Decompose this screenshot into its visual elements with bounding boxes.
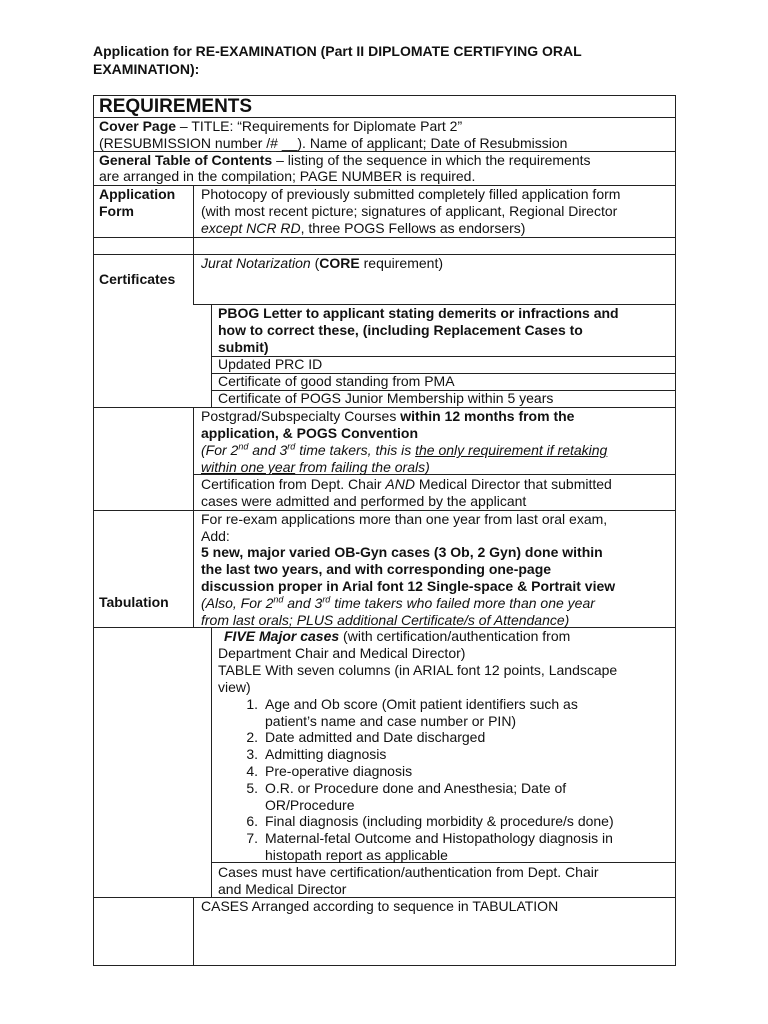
document-heading — [93, 42, 693, 78]
postgrad-within: within 12 months from the — [400, 408, 575, 424]
column-divider — [211, 627, 212, 898]
certificates-label: Certificates — [99, 271, 176, 287]
jurat-line — [201, 255, 443, 272]
endorsers-text: , three POGS Fellows as endorsers) — [300, 220, 526, 236]
certification-line-2: cases were admitted and performed by the applicant — [201, 493, 527, 509]
tabulation-bold-2: the last two years, and with corresponding one-page — [201, 561, 552, 577]
application-line-2: (with most recent picture; signatures of applicant, Regional Director — [201, 203, 618, 219]
tabulation-label: Tabulation — [99, 594, 169, 610]
column-divider — [193, 407, 194, 628]
list-item-number: 3. — [246, 746, 258, 762]
pbog-line-2: how to correct these, (including Replacement Cases to — [218, 322, 583, 338]
heading-line-1: Application for RE-EXAMINATION (Part II DIPLOMATE CERTIFYING ORAL — [93, 43, 582, 59]
cases-arranged-line: CASES Arranged according to sequence in TABULATION — [201, 898, 559, 914]
toc-line-2: are arranged in the compilation; PAGE NUMBER is required. — [99, 168, 476, 184]
list-item: Pre-operative diagnosis — [265, 763, 413, 779]
column-divider — [193, 897, 194, 966]
postgrad-and: and 3 — [248, 442, 288, 458]
jurat-rest: requirement) — [359, 255, 443, 271]
also-for: (Also, For 2 — [201, 595, 274, 611]
time-takers-failed: time takers who failed more than one year — [330, 595, 595, 611]
tabulation-bold-3: discussion proper in Arial font 12 Single-space & Portrait view — [201, 578, 616, 594]
certification-line-1 — [201, 476, 612, 493]
core-text: CORE — [319, 255, 360, 271]
application-line-3 — [201, 220, 525, 237]
cases-certification-line-2: and Medical Director — [218, 881, 347, 897]
application-line-1: Photocopy of previously submitted completely filled application form — [201, 186, 621, 202]
list-item-number: 7. — [246, 830, 258, 846]
and-text: AND — [385, 476, 415, 492]
tabulation-line-2: Add: — [201, 528, 230, 544]
toc-description: – listing of the sequence in which the requirements — [272, 152, 591, 168]
list-item-number: 5. — [246, 780, 258, 796]
cases-certification-line-1: Cases must have certification/authentication from Dept. Chair — [218, 864, 599, 880]
list-item-number: 2. — [246, 729, 258, 745]
jurat-open: ( — [310, 255, 320, 271]
pma-certificate-item: Certificate of good standing from PMA — [218, 373, 455, 389]
list-item-number: 6. — [246, 813, 258, 829]
five-major-line-2: Department Chair and Medical Director) — [218, 645, 466, 661]
list-item-number: 1. — [246, 696, 258, 712]
column-divider — [193, 185, 194, 305]
list-item-number: 4. — [246, 763, 258, 779]
postgrad-line-3 — [201, 442, 607, 459]
tabulation-bold-1: 5 new, major varied OB-Gyn cases (3 Ob, 2 Gyn) done within — [201, 544, 603, 560]
jurat-text: Jurat Notarization — [201, 255, 311, 271]
sup-rd: rd — [287, 441, 296, 452]
list-item-continuation: histopath report as applicable — [265, 847, 448, 863]
five-major-certification: (with certification/authentication from — [339, 628, 571, 644]
requirements-title: REQUIREMENTS — [99, 96, 253, 117]
postgrad-line-4 — [201, 459, 430, 476]
cover-page-line-2: (RESUBMISSION number /# __). Name of applicant; Date of Resubmission — [99, 135, 568, 151]
list-item: Date admitted and Date discharged — [265, 729, 486, 745]
list-item: Age and Ob score (Omit patient identifiers such as — [265, 696, 578, 712]
postgrad-line-2: application, & POGS Convention — [201, 425, 419, 441]
pogs-certificate-item: Certificate of POGS Junior Membership within 5 years — [218, 390, 554, 406]
postgrad-takers: time takers, this is — [295, 442, 416, 458]
failing-orals-text: from failing the orals) — [295, 459, 430, 475]
cover-page-line-1 — [99, 118, 462, 135]
sup-nd: nd — [238, 441, 249, 452]
certification-director: Medical Director that submitted — [414, 476, 612, 492]
list-item: Admitting diagnosis — [265, 746, 387, 762]
only-requirement-text: the only requirement if retaking — [415, 442, 608, 458]
table-columns-line-1: TABLE With seven columns (in ARIAL font 12 points, Landscape — [218, 662, 618, 678]
row-divider — [93, 237, 676, 238]
postgrad-for: (For 2 — [201, 442, 239, 458]
list-item: O.R. or Procedure done and Anesthesia; Date of — [265, 780, 567, 796]
heading-line-2: EXAMINATION): — [93, 61, 200, 77]
toc-label: General Table of Contents — [99, 152, 273, 168]
five-major-title: FIVE Major cases — [224, 628, 340, 644]
list-item-continuation: OR/Procedure — [265, 797, 355, 813]
application-label-2: Form — [99, 203, 134, 219]
table-columns-line-2: view) — [218, 679, 251, 695]
list-item: Maternal-fetal Outcome and Histopathology diagnosis in — [265, 830, 613, 846]
sup-nd: nd — [273, 594, 284, 605]
cover-page-label: Cover Page — [99, 118, 177, 134]
postgrad-courses: Postgrad/Subspecialty Courses — [201, 408, 401, 424]
tabulation-italic-1 — [201, 595, 595, 612]
postgrad-line-1 — [201, 408, 574, 425]
toc-line-1 — [99, 152, 591, 169]
sup-rd: rd — [322, 594, 331, 605]
five-major-line-1 — [224, 628, 570, 645]
application-label-1: Application — [99, 186, 176, 202]
pbog-line-1: PBOG Letter to applicant stating demerits or infractions and — [218, 305, 619, 321]
except-ncr-text: except NCR RD — [201, 220, 301, 236]
column-divider — [211, 304, 212, 408]
certification-from: Certification from Dept. Chair — [201, 476, 386, 492]
list-item: Final diagnosis (including morbidity & procedure/s done) — [265, 813, 614, 829]
pbog-line-3: submit) — [218, 339, 269, 355]
tabulation-line-1: For re-exam applications more than one year from last oral exam, — [201, 511, 608, 527]
and-3: and 3 — [283, 595, 323, 611]
list-item-continuation: patient’s name and case number or PIN) — [265, 713, 517, 729]
prc-id-item: Updated PRC ID — [218, 356, 323, 372]
cover-page-title: – TITLE: “Requirements for Diplomate Part 2” — [176, 118, 463, 134]
tabulation-italic-2: from last orals; PLUS additional Certificate/s of Attendance) — [201, 612, 570, 628]
within-one-year-text: within one year — [201, 459, 296, 475]
